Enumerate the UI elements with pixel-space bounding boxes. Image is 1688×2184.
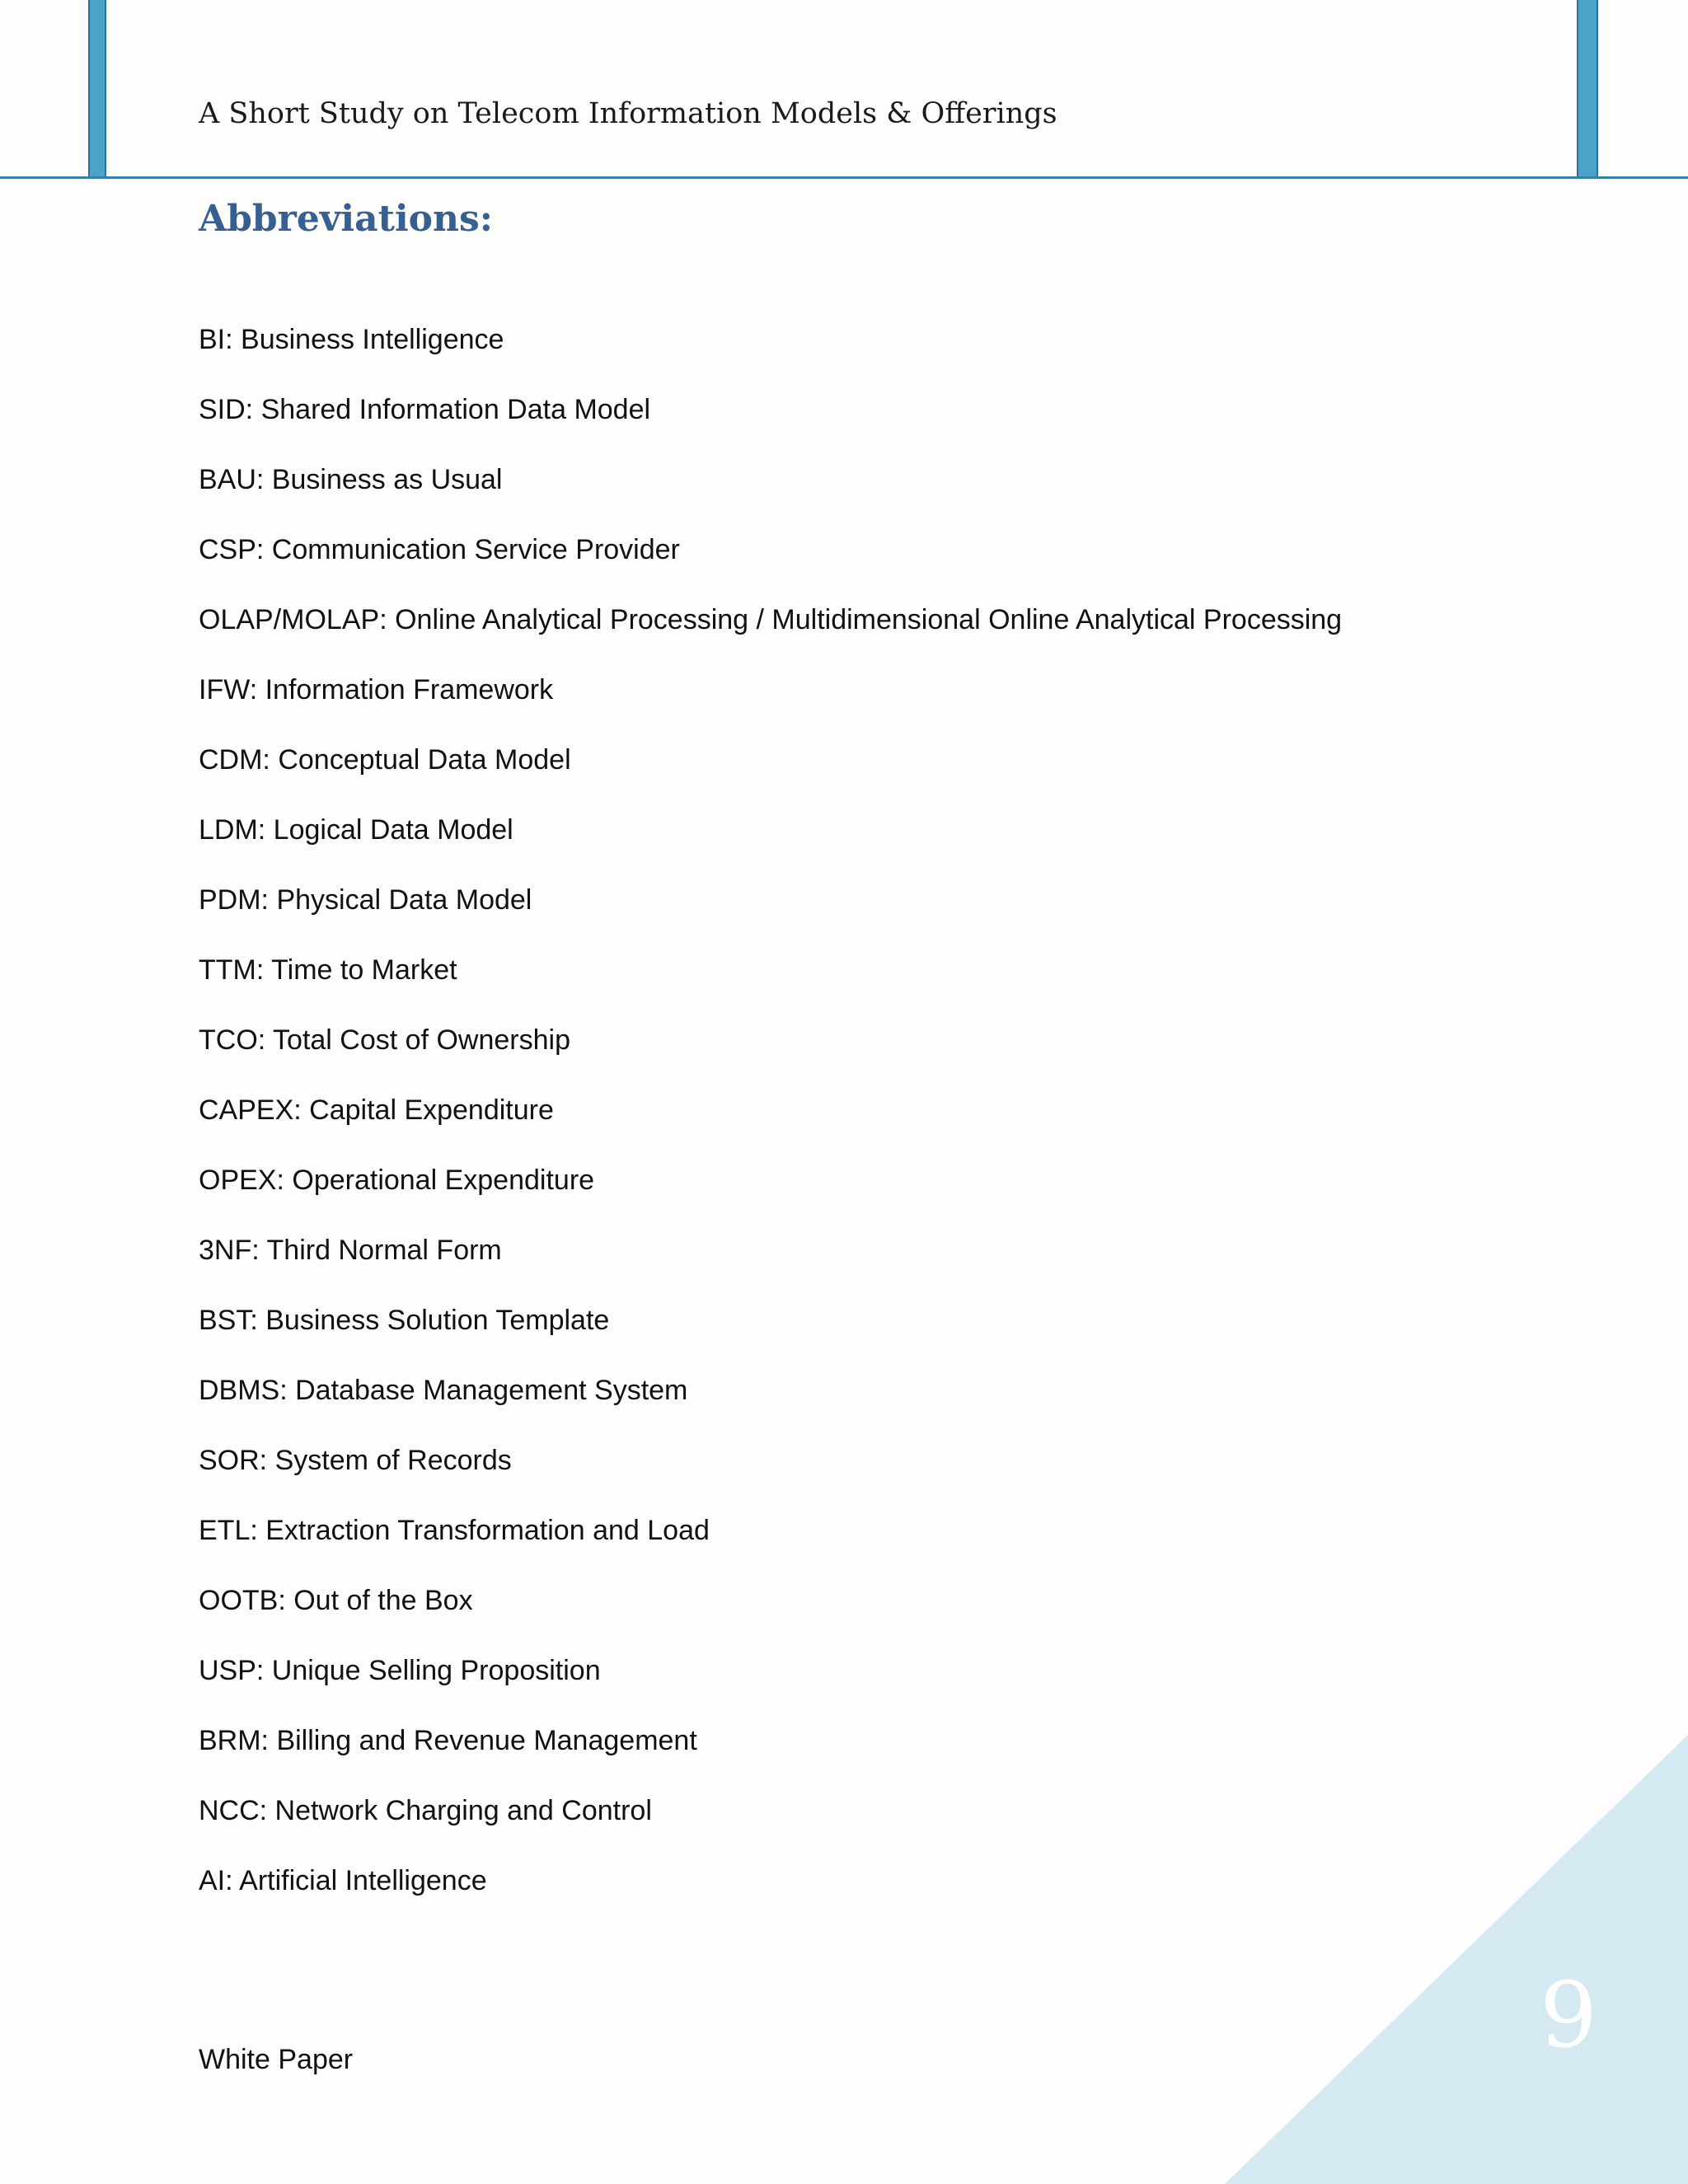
abbreviation-item: SID: Shared Information Data Model: [199, 394, 651, 425]
abbreviation-item: BST: Business Solution Template: [199, 1305, 610, 1336]
abbreviation-item: LDM: Logical Data Model: [199, 814, 513, 846]
abbreviation-item: CSP: Communication Service Provider: [199, 534, 680, 565]
header-accent-bar-right: [1577, 0, 1598, 178]
abbreviation-item: BI: Business Intelligence: [199, 324, 504, 355]
abbreviation-item: NCC: Network Charging and Control: [199, 1795, 652, 1826]
abbreviation-item: CAPEX: Capital Expenditure: [199, 1094, 554, 1126]
abbreviation-item: DBMS: Database Management System: [199, 1375, 688, 1406]
abbreviation-item: AI: Artificial Intelligence: [199, 1865, 487, 1896]
page-number: 9: [1540, 1962, 1597, 2068]
abbreviation-item: OLAP/MOLAP: Online Analytical Processing / Multidimensional Online Analytical Processing: [199, 604, 1343, 635]
abbreviation-item: BAU: Business as Usual: [199, 464, 503, 495]
footer-label: White Paper: [199, 2044, 354, 2075]
abbreviation-item: USP: Unique Selling Proposition: [199, 1655, 601, 1686]
abbreviation-item: TCO: Total Cost of Ownership: [199, 1024, 570, 1056]
running-header-title: A Short Study on Telecom Information Models & Offerings: [199, 97, 1057, 130]
abbreviation-item: IFW: Information Framework: [199, 674, 554, 705]
abbreviation-item: CDM: Conceptual Data Model: [199, 744, 571, 776]
header-divider: [0, 176, 1688, 179]
abbreviation-item: PDM: Physical Data Model: [199, 884, 532, 916]
abbreviation-item: OOTB: Out of the Box: [199, 1585, 473, 1616]
section-heading: Abbreviations:: [199, 198, 494, 240]
abbreviation-item: ETL: Extraction Transformation and Load: [199, 1515, 710, 1546]
abbreviations-list: [199, 317, 1342, 1929]
abbreviation-item: TTM: Time to Market: [199, 954, 457, 986]
abbreviation-item: 3NF: Third Normal Form: [199, 1235, 502, 1266]
header-accent-bar-left: [88, 0, 106, 178]
abbreviation-item: OPEX: Operational Expenditure: [199, 1165, 595, 1196]
abbreviation-item: BRM: Billing and Revenue Management: [199, 1725, 697, 1756]
abbreviation-item: SOR: System of Records: [199, 1445, 512, 1476]
